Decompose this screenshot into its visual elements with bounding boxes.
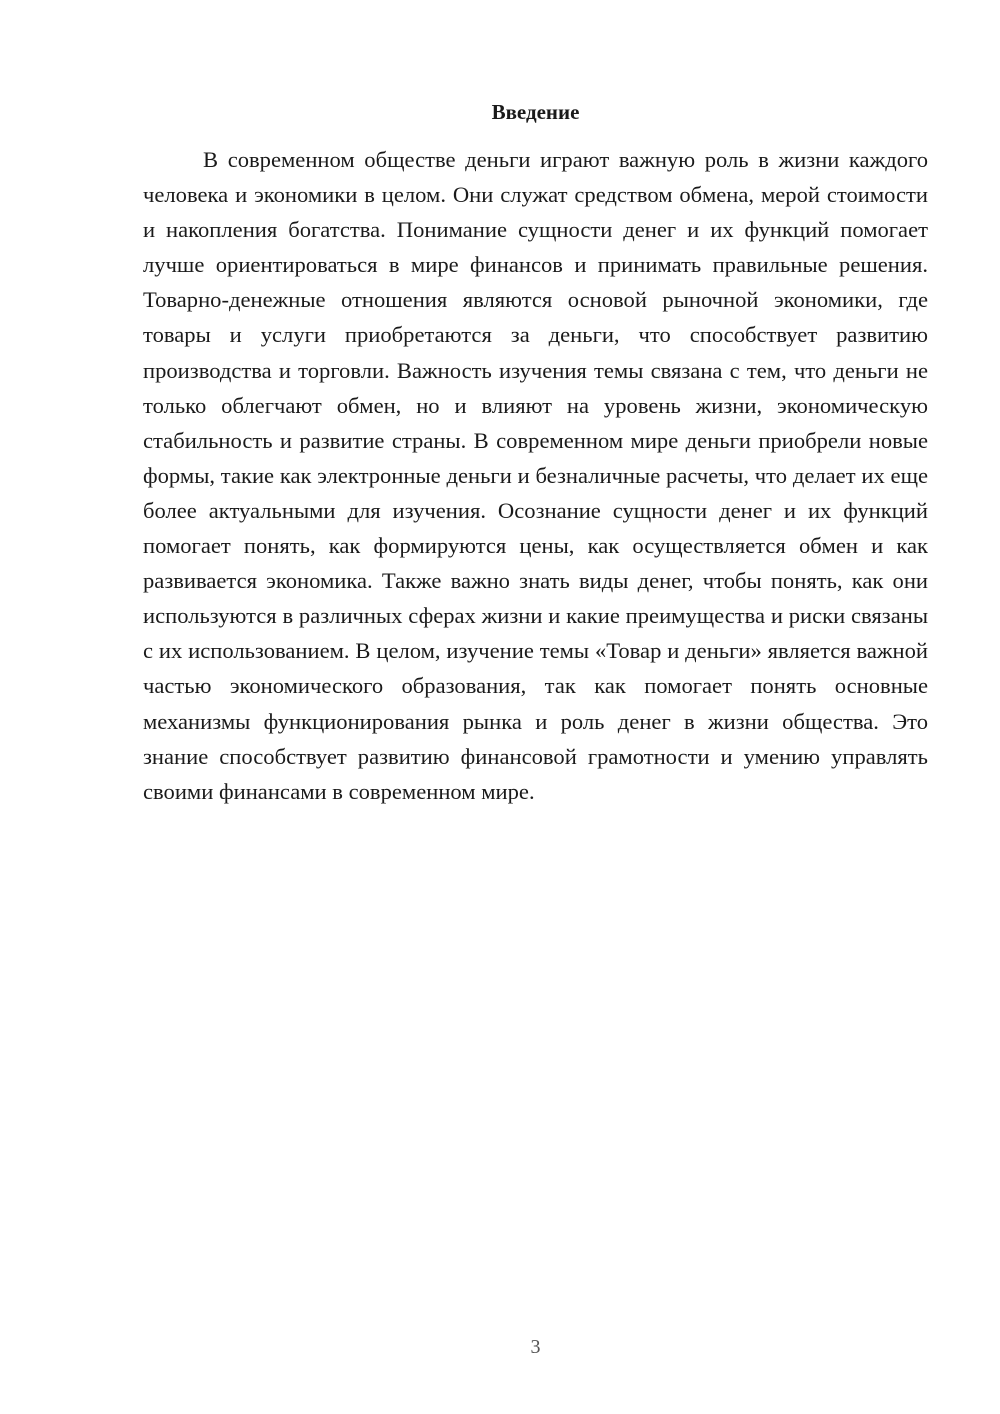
page-title: Введение — [491, 100, 580, 124]
body-paragraph: В современном обществе деньги играют важную роль в жизни каждого человека и экономики в целом. Они служат средством обмена, мерой стоимости и накопления богатства. Понимание сущности денег и их функций помогает лучше ориентироваться в мире финансов и принимать правильные решения. Товарно-денежные отношения являются основой рыночной экономики, где товары и услуги приобретаются за деньги, что способствует развитию производства и торговли. Важность изучения темы связана с тем, что деньги не только облегчают обмен, но и влияют на уровень жизни, экономическую стабильность и развитие страны. В современном мире деньги приобрели новые формы, такие как электронные деньги и безналичные расчеты, что делает их еще более актуальными для изучения. Осознание сущности денег и их функций помогает понять, как формируются цены, как осуществляется обмен и как развивается экономика. Также важно знать виды денег, чтобы понять, как они используются в различных сферах жизни и какие преимущества и риски связаны с их использованием. В целом, изучение темы «Товар и деньги» является важной частью экономического образования, так как помогает понять основные механизмы функционирования рынка и роль денег в жизни общества. Это знание способствует развитию финансовой грамотности и умению управлять своими финансами в современном мире. — [143, 147, 928, 804]
page-number: 3 — [530, 1336, 541, 1358]
